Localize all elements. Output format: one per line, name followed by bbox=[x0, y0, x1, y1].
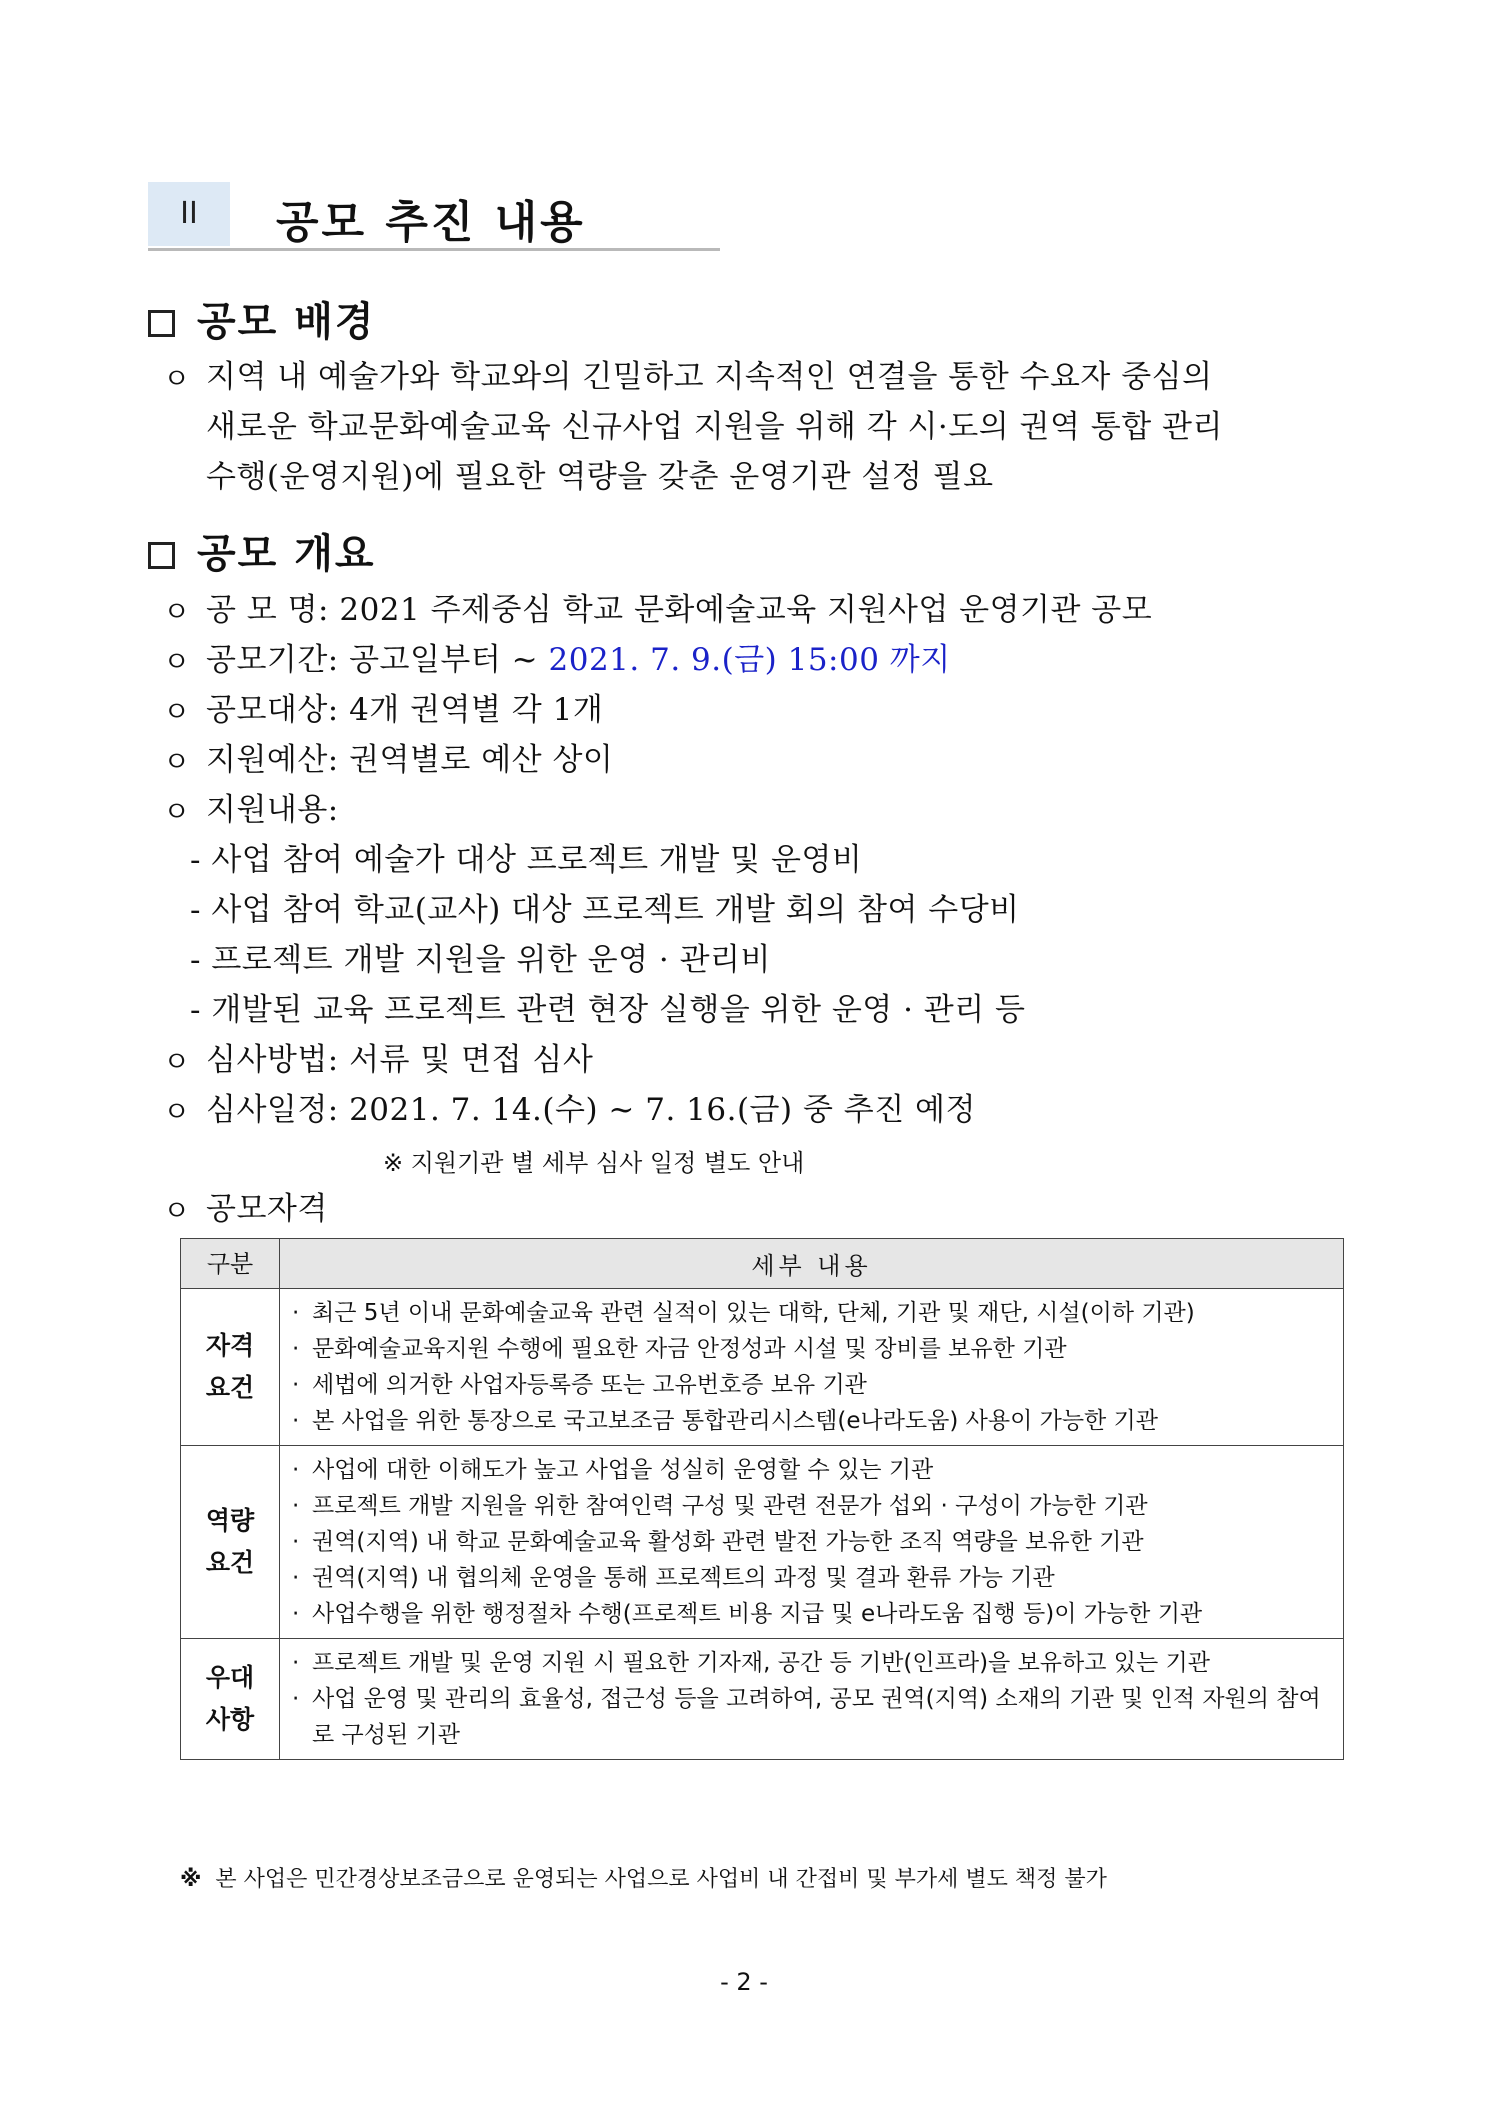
section-heading-overview bbox=[148, 522, 376, 579]
bullet-icon: ㅇ bbox=[163, 1194, 191, 1227]
list-item: · 사업 운영 및 관리의 효율성, 접근성 등을 고려하여, 공모 권역(지역) 소재의 기관 및 인적 자원의 참여로 구성된 기관 bbox=[290, 1681, 1335, 1753]
category-line: 역량 bbox=[205, 1506, 255, 1535]
list-item: · 문화예술교육지원 수행에 필요한 자금 안정성과 시설 및 장비를 보유한 기관 bbox=[290, 1331, 1335, 1367]
middle-dot-icon: · bbox=[292, 1372, 300, 1398]
category-line: 요건 bbox=[205, 1373, 255, 1402]
overview-support: 지원내용: bbox=[206, 792, 339, 828]
chapter-header bbox=[148, 182, 720, 251]
list-item: · 사업에 대한 이해도가 높고 사업을 성실히 운영할 수 있는 기관 bbox=[290, 1452, 1335, 1488]
middle-dot-icon: · bbox=[292, 1650, 300, 1676]
overview-review-schedule: 심사일정: 2021. 7. 14.(수) ~ 7. 16.(금) 중 추진 예정 bbox=[206, 1092, 976, 1128]
bullet-icon: ㅇ bbox=[163, 795, 191, 828]
table-row bbox=[181, 1639, 1344, 1760]
list-item: · 프로젝트 개발 지원을 위한 참여인력 구성 및 관련 전문가 섭외 · 구성이 가능한 기관 bbox=[290, 1488, 1335, 1524]
bullet-icon: ㅇ bbox=[163, 362, 191, 395]
checkbox-square-icon bbox=[148, 542, 175, 569]
chapter-title: 공모 추진 내용 bbox=[276, 197, 586, 248]
section-heading-background bbox=[148, 290, 376, 347]
overview-period bbox=[206, 634, 951, 679]
support-item: - 개발된 교육 프로젝트 관련 현장 실행을 위한 운영 · 관리 등 bbox=[190, 992, 1026, 1028]
row-category bbox=[181, 1289, 280, 1446]
table-header-row bbox=[181, 1239, 1344, 1289]
list-item: · 권역(지역) 내 학교 문화예술교육 활성화 관련 발전 가능한 조직 역량을 보유한 기관 bbox=[290, 1524, 1335, 1560]
background-line-2: 새로운 학교문화예술교육 신규사업 지원을 위해 각 시·도의 권역 통합 관리 bbox=[206, 409, 1223, 445]
checkbox-square-icon bbox=[148, 310, 175, 337]
support-item: - 프로젝트 개발 지원을 위한 운영 · 관리비 bbox=[190, 942, 771, 978]
middle-dot-icon: · bbox=[292, 1601, 300, 1627]
category-line: 우대 bbox=[205, 1663, 255, 1692]
reference-mark-icon: ※ bbox=[180, 1867, 202, 1892]
bullet-icon: ㅇ bbox=[163, 595, 191, 628]
overview-target: 공모대상: 4개 권역별 각 1개 bbox=[206, 692, 604, 728]
middle-dot-icon: · bbox=[292, 1565, 300, 1591]
row-category bbox=[181, 1446, 280, 1639]
qualification-table bbox=[180, 1238, 1344, 1760]
period-deadline: 2021. 7. 9.(금) 15:00 까지 bbox=[548, 642, 951, 678]
section-title: 공모 배경 bbox=[197, 299, 376, 345]
page-number: - 2 - bbox=[720, 1968, 768, 1996]
middle-dot-icon: · bbox=[292, 1457, 300, 1483]
overview-qualification: 공모자격 bbox=[206, 1191, 328, 1227]
bullet-icon: ㅇ bbox=[163, 695, 191, 728]
middle-dot-icon: · bbox=[292, 1336, 300, 1362]
period-label: 공모기간: 공고일부터 ~ bbox=[206, 642, 549, 678]
middle-dot-icon: · bbox=[292, 1493, 300, 1519]
chapter-number: II bbox=[148, 182, 230, 246]
footnote-text: 본 사업은 민간경상보조금으로 운영되는 사업으로 사업비 내 간접비 및 부가세 별도 책정 불가 bbox=[215, 1867, 1107, 1892]
list-item: · 권역(지역) 내 협의체 운영을 통해 프로젝트의 과정 및 결과 환류 가능 기관 bbox=[290, 1560, 1335, 1596]
overview-budget: 지원예산: 권역별로 예산 상이 bbox=[206, 742, 614, 778]
section-title: 공모 개요 bbox=[197, 531, 376, 577]
bullet-icon: ㅇ bbox=[163, 745, 191, 778]
category-line: 사항 bbox=[205, 1705, 255, 1734]
background-line-1: 지역 내 예술가와 학교와의 긴밀하고 지속적인 연결을 통한 수요자 중심의 bbox=[206, 359, 1213, 395]
row-items bbox=[280, 1289, 1344, 1446]
row-items bbox=[280, 1639, 1344, 1760]
background-line-3: 수행(운영지원)에 필요한 역량을 갖춘 운영기관 설정 필요 bbox=[206, 459, 994, 495]
list-item: · 세법에 의거한 사업자등록증 또는 고유번호증 보유 기관 bbox=[290, 1367, 1335, 1403]
bullet-icon: ㅇ bbox=[163, 1045, 191, 1078]
row-category bbox=[181, 1639, 280, 1760]
bullet-icon: ㅇ bbox=[163, 645, 191, 678]
row-items bbox=[280, 1446, 1344, 1639]
middle-dot-icon: · bbox=[292, 1300, 300, 1326]
category-line: 자격 bbox=[205, 1331, 255, 1360]
support-item: - 사업 참여 학교(교사) 대상 프로젝트 개발 회의 참여 수당비 bbox=[190, 892, 1020, 928]
list-item: · 본 사업을 위한 통장으로 국고보조금 통합관리시스템(e나라도움) 사용이 가능한 기관 bbox=[290, 1403, 1335, 1439]
header-category: 구분 bbox=[181, 1239, 280, 1289]
overview-review-method: 심사방법: 서류 및 면접 심사 bbox=[206, 1042, 594, 1078]
table-row bbox=[181, 1446, 1344, 1639]
list-item: · 프로젝트 개발 및 운영 지원 시 필요한 기자재, 공간 등 기반(인프라)을 보유하고 있는 기관 bbox=[290, 1645, 1335, 1681]
footnote bbox=[180, 1862, 1107, 1893]
list-item: · 사업수행을 위한 행정절차 수행(프로젝트 비용 지급 및 e나라도움 집행 등)이 가능한 기관 bbox=[290, 1596, 1335, 1632]
middle-dot-icon: · bbox=[292, 1529, 300, 1555]
support-item: - 사업 참여 예술가 대상 프로젝트 개발 및 운영비 bbox=[190, 842, 863, 878]
list-item: · 최근 5년 이내 문화예술교육 관련 실적이 있는 대학, 단체, 기관 및 재단, 시설(이하 기관) bbox=[290, 1295, 1335, 1331]
middle-dot-icon: · bbox=[292, 1408, 300, 1434]
bullet-icon: ㅇ bbox=[163, 1095, 191, 1128]
review-note: ※ 지원기관 별 세부 심사 일정 별도 안내 bbox=[383, 1149, 805, 1177]
category-line: 요건 bbox=[205, 1548, 255, 1577]
header-details: 세부 내용 bbox=[280, 1239, 1344, 1289]
overview-name: 공 모 명: 2021 주제중심 학교 문화예술교육 지원사업 운영기관 공모 bbox=[206, 592, 1153, 628]
table-row bbox=[181, 1289, 1344, 1446]
middle-dot-icon: · bbox=[292, 1686, 300, 1712]
